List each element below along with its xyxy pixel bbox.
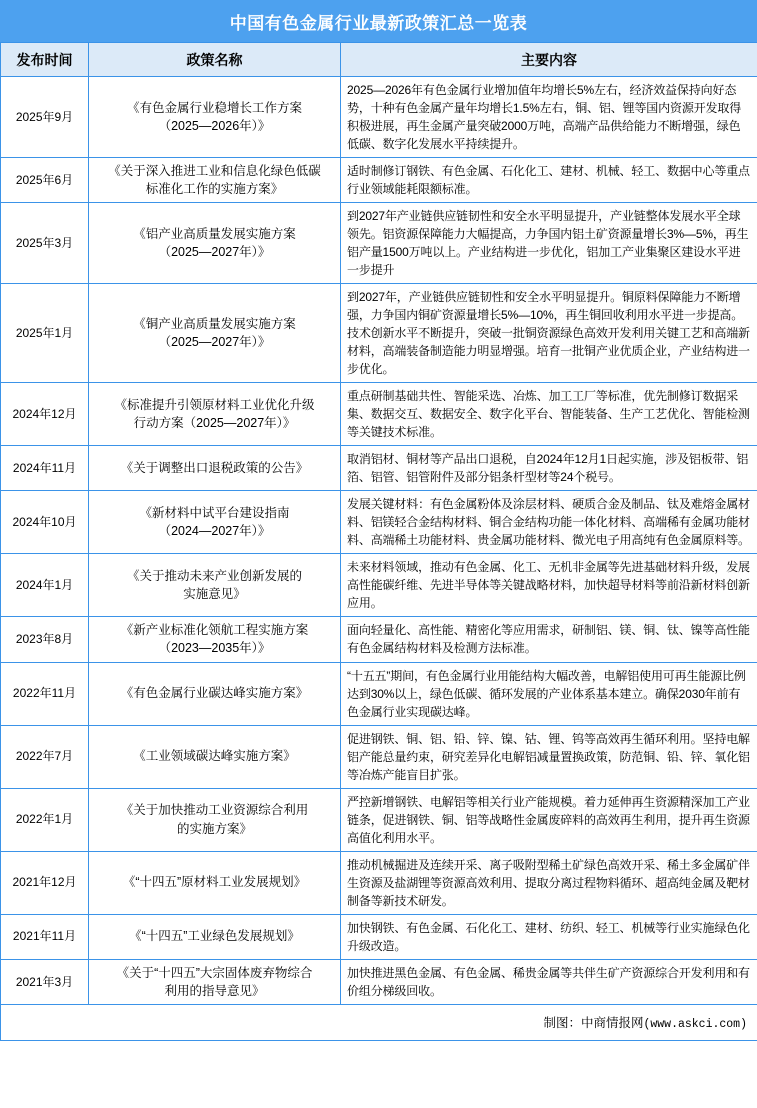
cell-policy-content: 未来材料领域，推动有色金属、化工、无机非金属等先进基础材料升级，发展高性能碳纤维、先进半导体等关键战略材料，加快超导材料等前沿新材料创新应用。 xyxy=(341,554,757,617)
table-footer xyxy=(1,1004,757,1040)
table-row xyxy=(1,446,757,491)
credit-label: 制图：中商情报网 xyxy=(543,1016,644,1031)
source-credit xyxy=(1,1004,757,1040)
page-title: 中国有色金属行业最新政策汇总一览表 xyxy=(229,13,528,33)
table-header xyxy=(1,43,757,77)
title-banner xyxy=(0,0,757,42)
cell-date: 2021年11月 xyxy=(1,914,89,959)
cell-policy-content: “十五五”期间，有色金属行业用能结构大幅改善，电解铝使用可再生能源比例达到30%以上，绿色低碳、循环发展的产业体系基本建立。确保2030年前有色金属行业实现碳达峰。 xyxy=(341,662,757,725)
cell-policy-content: 加快钢铁、有色金属、石化化工、建材、纺织、轻工、机械等行业实施绿色化升级改造。 xyxy=(341,914,757,959)
cell-policy-name: 《关于调整出口退税政策的公告》 xyxy=(89,446,341,491)
table-row xyxy=(1,617,757,662)
table-row xyxy=(1,788,757,851)
cell-policy-name: 《有色金属行业稳增长工作方案 （2025—2026年）》 xyxy=(89,77,341,158)
table-row xyxy=(1,914,757,959)
cell-date: 2021年12月 xyxy=(1,851,89,914)
cell-date: 2025年6月 xyxy=(1,158,89,203)
cell-date: 2022年1月 xyxy=(1,788,89,851)
cell-policy-content: 推动机械掘进及连续开采、离子吸附型稀土矿绿色高效开采、稀土多金属矿伴生资源及盐湖锂等资源高效利用、提取分离过程物料循环、超高纯金属及靶材制备等新技术研发。 xyxy=(341,851,757,914)
cell-policy-name: 《“十四五”原材料工业发展规划》 xyxy=(89,851,341,914)
table-row xyxy=(1,284,757,383)
cell-policy-content: 发展关键材料：有色金属粉体及涂层材料、硬质合金及制品、钛及难熔金属材料、铝镁轻合金结构材料、铜合金结构功能一体化材料、高端稀有金属功能材料、高端稀土功能材料、贵金属功能材料、微光电子用高纯有色金属原料等。 xyxy=(341,491,757,554)
table-row xyxy=(1,158,757,203)
column-header-body: 主要内容 xyxy=(341,43,757,77)
cell-policy-content: 适时制修订钢铁、有色金属、石化化工、建材、机械、轻工、数据中心等重点行业领域能耗限额标准。 xyxy=(341,158,757,203)
column-header-date: 发布时间 xyxy=(1,43,89,77)
credit-url: (www.askci.com) xyxy=(643,1018,747,1032)
cell-policy-content: 2025—2026年有色金属行业增加值年均增长5%左右，经济效益保持向好态势，十种有色金属产量年均增长1.5%左右，铜、铝、锂等国内资源开发取得积极进展，再生金属产量突破2000万吨，高端产品供给能力不断增强，绿色低碳、数字化发展水平持续提升。 xyxy=(341,77,757,158)
cell-policy-content: 到2027年产业链供应链韧性和安全水平明显提升，产业链整体发展水平全球领先。铝资源保障能力大幅提高，力争国内铝土矿资源量增长3%—5%，再生铝产量1500万吨以上。产业结构进一步优化，铝加工产业集聚区建设水平进一步提升 xyxy=(341,203,757,284)
cell-date: 2024年10月 xyxy=(1,491,89,554)
cell-date: 2021年3月 xyxy=(1,959,89,1004)
cell-policy-content: 加快推进黑色金属、有色金属、稀贵金属等共伴生矿产资源综合开发利用和有价组分梯级回收。 xyxy=(341,959,757,1004)
cell-policy-name: 《铝产业高质量发展实施方案 （2025—2027年）》 xyxy=(89,203,341,284)
table-row xyxy=(1,725,757,788)
cell-date: 2022年11月 xyxy=(1,662,89,725)
table-row xyxy=(1,383,757,446)
column-header-name: 政策名称 xyxy=(89,43,341,77)
table-body xyxy=(1,77,757,1005)
cell-policy-content: 面向轻量化、高性能、精密化等应用需求，研制铝、镁、铜、钛、镍等高性能有色金属结构材料及检测方法标准。 xyxy=(341,617,757,662)
cell-policy-name: 《关于深入推进工业和信息化绿色低碳 标准化工作的实施方案》 xyxy=(89,158,341,203)
cell-date: 2023年8月 xyxy=(1,617,89,662)
table-header-row xyxy=(1,43,757,77)
cell-policy-content: 严控新增钢铁、电解铝等相关行业产能规模。着力延伸再生资源精深加工产业链条，促进钢铁、铜、铝等战略性金属废碎料的高效再生利用，提升再生资源高值化利用水平。 xyxy=(341,788,757,851)
cell-policy-name: 《新产业标准化领航工程实施方案 （2023—2035年）》 xyxy=(89,617,341,662)
cell-policy-content: 促进钢铁、铜、铝、铅、锌、镍、钴、锂、钨等高效再生循环利用。坚持电解铝产能总量约束，研究差异化电解铝减量置换政策，防范铜、铅、锌、氧化铝等冶炼产能盲目扩张。 xyxy=(341,725,757,788)
cell-policy-name: 《关于“十四五”大宗固体废弃物综合 利用的指导意见》 xyxy=(89,959,341,1004)
table-row xyxy=(1,662,757,725)
table-row xyxy=(1,203,757,284)
policy-table xyxy=(0,42,757,1041)
table-row xyxy=(1,851,757,914)
credit-row xyxy=(1,1004,757,1040)
cell-policy-name: 《关于推动未来产业创新发展的 实施意见》 xyxy=(89,554,341,617)
cell-date: 2025年3月 xyxy=(1,203,89,284)
cell-date: 2024年1月 xyxy=(1,554,89,617)
cell-policy-content: 重点研制基础共性、智能采选、冶炼、加工工厂等标准，优先制修订数据采集、数据交互、数据安全、数字化平台、智能装备、生产工艺优化、智能检测等关键技术标准。 xyxy=(341,383,757,446)
cell-policy-name: 《新材料中试平台建设指南 （2024—2027年）》 xyxy=(89,491,341,554)
cell-policy-name: 《工业领域碳达峰实施方案》 xyxy=(89,725,341,788)
cell-policy-name: 《有色金属行业碳达峰实施方案》 xyxy=(89,662,341,725)
cell-policy-content: 到2027年，产业链供应链韧性和安全水平明显提升。铜原料保障能力不断增强，力争国内铜矿资源量增长5%—10%，再生铜回收利用水平进一步提高。技术创新水平不断提升，突破一批铜资源绿色高效开发利用关键工艺和高端新材料，高端装备制造能力明显增强。培育一批铜产业优质企业，产业结构进一步优化。 xyxy=(341,284,757,383)
table-row xyxy=(1,554,757,617)
cell-date: 2024年12月 xyxy=(1,383,89,446)
table-row xyxy=(1,959,757,1004)
table-row xyxy=(1,77,757,158)
cell-policy-name: 《关于加快推动工业资源综合利用 的实施方案》 xyxy=(89,788,341,851)
cell-date: 2025年1月 xyxy=(1,284,89,383)
table-row xyxy=(1,491,757,554)
cell-policy-name: 《“十四五”工业绿色发展规划》 xyxy=(89,914,341,959)
cell-policy-content: 取消铝材、铜材等产品出口退税，自2024年12月1日起实施，涉及铝板带、铝箔、铝管、铝管附件及部分铝条杆型材等24个税号。 xyxy=(341,446,757,491)
cell-date: 2025年9月 xyxy=(1,77,89,158)
cell-policy-name: 《铜产业高质量发展实施方案 （2025—2027年）》 xyxy=(89,284,341,383)
cell-date: 2024年11月 xyxy=(1,446,89,491)
cell-date: 2022年7月 xyxy=(1,725,89,788)
cell-policy-name: 《标准提升引领原材料工业优化升级 行动方案（2025—2027年）》 xyxy=(89,383,341,446)
